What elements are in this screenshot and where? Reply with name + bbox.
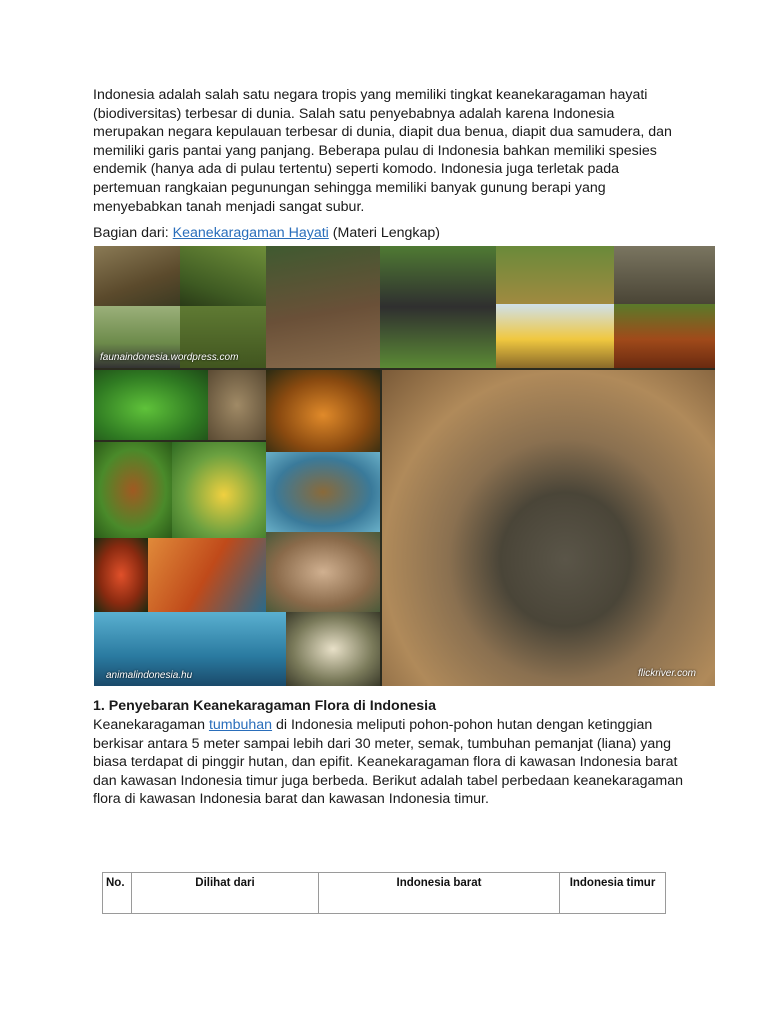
- flower-photo: [94, 538, 148, 612]
- source-link[interactable]: Keanekaragaman Hayati: [172, 225, 329, 242]
- anoa-photo: [380, 246, 496, 368]
- source-prefix: Bagian dari:: [93, 225, 173, 242]
- watermark-bottom-right: flickriver.com: [638, 668, 696, 679]
- table-header-row: [103, 873, 666, 914]
- bird-branch-photo: [180, 246, 266, 306]
- source-line: [93, 224, 683, 243]
- watermark-top-left: faunaindonesia.wordpress.com: [100, 352, 239, 363]
- watermark-bottom-left: animalindonesia.hu: [106, 670, 193, 681]
- section-title: 1. Penyebaran Keanekaragaman Flora di Indonesia: [93, 698, 436, 714]
- owl-photo: [208, 370, 266, 440]
- tiger-photo: [266, 370, 380, 452]
- frog-photo: [94, 370, 208, 440]
- bird-of-paradise-yellow-photo: [496, 304, 614, 368]
- intro-paragraph: Indonesia adalah salah satu negara tropis yang memiliki tingkat keanekaragaman hayati (biodiversitas) terbesar di dunia. Salah satu penyebabnya adalah karena Indonesia merupakan negara kepulauan terbesar di dunia, diapit dua benua, diapit dua samudera, dan memiliki garis pantai yang panjang. Beberapa pulau di Indonesia bahkan memiliki spesies endemik (hanya ada di pulau tertentu) seperti komodo. Indonesia juga terletak pada pertemuan rangkaian pegunungan sehingga memiliki banyak gunung berapi yang menyebabkan tanah menjadi sangat subur.: [93, 87, 672, 215]
- source-suffix: (Materi Lengkap): [328, 225, 441, 242]
- document-body: [93, 86, 683, 247]
- flora-comparison-table: [102, 872, 666, 914]
- snail-photo: [172, 442, 266, 538]
- tumbuhan-link[interactable]: tumbuhan: [208, 717, 273, 733]
- arowana-fish-photo: [148, 538, 266, 612]
- butterfly-photo: [286, 612, 380, 686]
- spider-photo: [94, 442, 172, 538]
- section-text-rest: di Indonesia meliputi pohon-pohon hutan dengan ketinggian berkisar antara 5 meter sampai lebih dari 30 meter, semak, tumbuhan pemanjat (liana) yang biasa terdapat di pinggir hutan, dan epifit. Keanekaragaman flora di kawasan Indonesia barat dan kawasan Indonesia timur juga berbeda. Berikut adalah tabel perbedaan keanekaragaman flora di kawasan Indonesia barat dan kawasan Indonesia timur.: [93, 717, 683, 808]
- header-indonesia-barat: Indonesia barat: [319, 873, 560, 914]
- sea-turtle-photo: [266, 452, 380, 532]
- section-paragraph: [93, 716, 683, 809]
- header-indonesia-timur: Indonesia timur: [560, 873, 666, 914]
- bird-of-paradise-photo: [496, 246, 614, 304]
- komodo-dragon-photo: [382, 370, 715, 686]
- macaque-photo: [266, 532, 380, 612]
- orangutan-photo: [614, 304, 715, 368]
- section-text-start: Keanekaragaman: [93, 717, 209, 733]
- fauna-collage-image: [94, 246, 715, 686]
- pheasant-photo: [94, 246, 180, 306]
- clouded-leopard-photo: [614, 246, 715, 304]
- header-no: No.: [103, 873, 132, 914]
- komodo-roaring-photo: [266, 246, 380, 368]
- header-dilihat-dari: Dilihat dari: [132, 873, 319, 914]
